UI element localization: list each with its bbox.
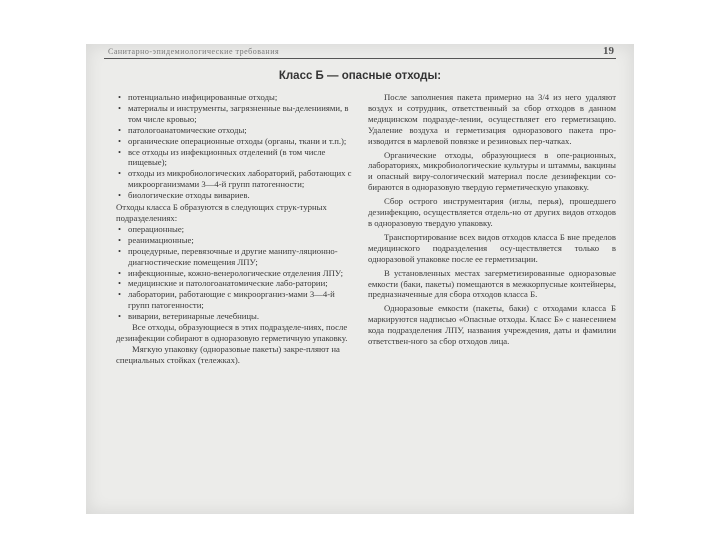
paragraph: Органические отходы, образующиеся в опе-рационных, лабораториях, микробиологические культуры и штаммы, вакцины и опасный виру-сологический материал после дезинфекции со-бираются в одноразовую твердую герметическую упаковку. (368, 149, 616, 193)
list-item: • органические операционные отходы (органы, ткани и т.п.); (116, 136, 352, 147)
list-item: • процедурные, перевязочные и другие манипу-ляционно-диагностические помещения ЛПУ; (116, 246, 352, 268)
list-item: • патологоанатомические отходы; (116, 125, 352, 136)
header-rule (104, 58, 616, 59)
list-item: • лаборатории, работающие с микроорганиз-мами 3—4-й групп патогенности; (116, 289, 352, 311)
paragraph: После заполнения пакета примерно на 3/4 из него удаляют воздух и сотрудник, ответственный за сбор отходов в данном медицинском подразде-лении, осуществляет его герметизацию. Удаление воздуха и герметизация одноразового пакета про-изводится в марлевой повязке и резиновых пер-чатках. (368, 92, 616, 146)
list-item: • биологические отходы вивариев. (116, 190, 352, 201)
departments-lead: Отходы класса Б образуются в следующих струк-турных подразделениях: (116, 202, 327, 223)
paragraph: Сбор острого инструментария (иглы, перья), прошедшего дезинфекцию, осуществляется отдель-но от других видов отходов в одноразовую твердую упаковку. (368, 196, 616, 228)
list-item: • реанимационные; (116, 235, 352, 246)
running-header: Санитарно-эпидемиологические требования (108, 47, 280, 56)
list-item: • медицинские и патологоанатомические лабо-ратории; (116, 278, 352, 289)
list-item: • операционные; (116, 224, 352, 235)
departments-list (116, 224, 352, 322)
scanned-page (86, 44, 634, 514)
waste-types-list (116, 92, 352, 201)
list-item: • отходы из микробиологических лабораторий, работающих с микроорганизмами 3—4-й групп патогенности; (116, 168, 352, 190)
paragraph: Мягкую упаковку (одноразовые пакеты) закре-пляют на специальных стойках (тележках). (116, 343, 340, 365)
page-number: 19 (603, 45, 614, 57)
list-item: • виварии, ветеринарные лечебницы. (116, 311, 352, 322)
list-item: • потенциально инфицированные отходы; (116, 92, 352, 103)
right-column (368, 92, 616, 350)
list-item: • материалы и инструменты, загрязненные вы-деленииями, в том числе кровью; (116, 103, 352, 125)
paragraph: Транспортирование всех видов отходов класса Б вне пределов медицинского подразделения осу-ществляется только в одноразовой упаковке после ее герметизации. (368, 231, 616, 264)
paragraph: В установленных местах загерметизированные одноразовые емкости (баки, пакеты) помещаются в межкорпусные контейнеры, предназначенные для сбора отходов класса Б. (368, 267, 616, 300)
paragraph: Все отходы, образующиеся в этих подразделе-ниях, после дезинфекции собирают в одноразовую герметичную упаковку. (116, 322, 348, 343)
left-column (116, 92, 352, 366)
list-item: • все отходы из инфекционных отделений (в том числе пищевые); (116, 147, 352, 169)
list-item: • инфекционные, кожно-венерологические отделения ЛПУ; (116, 268, 352, 279)
page-title: Класс Б — опасные отходы: (278, 70, 442, 82)
paragraph: Одноразовые емкости (пакеты, баки) с отходами класса Б маркируются надписью «Опасные отходы. Класс Б» с нанесением кода подразделения ЛПУ, названия учреждения, даты и фамилии ответствен-ного за сбор отходов лица. (368, 303, 616, 347)
